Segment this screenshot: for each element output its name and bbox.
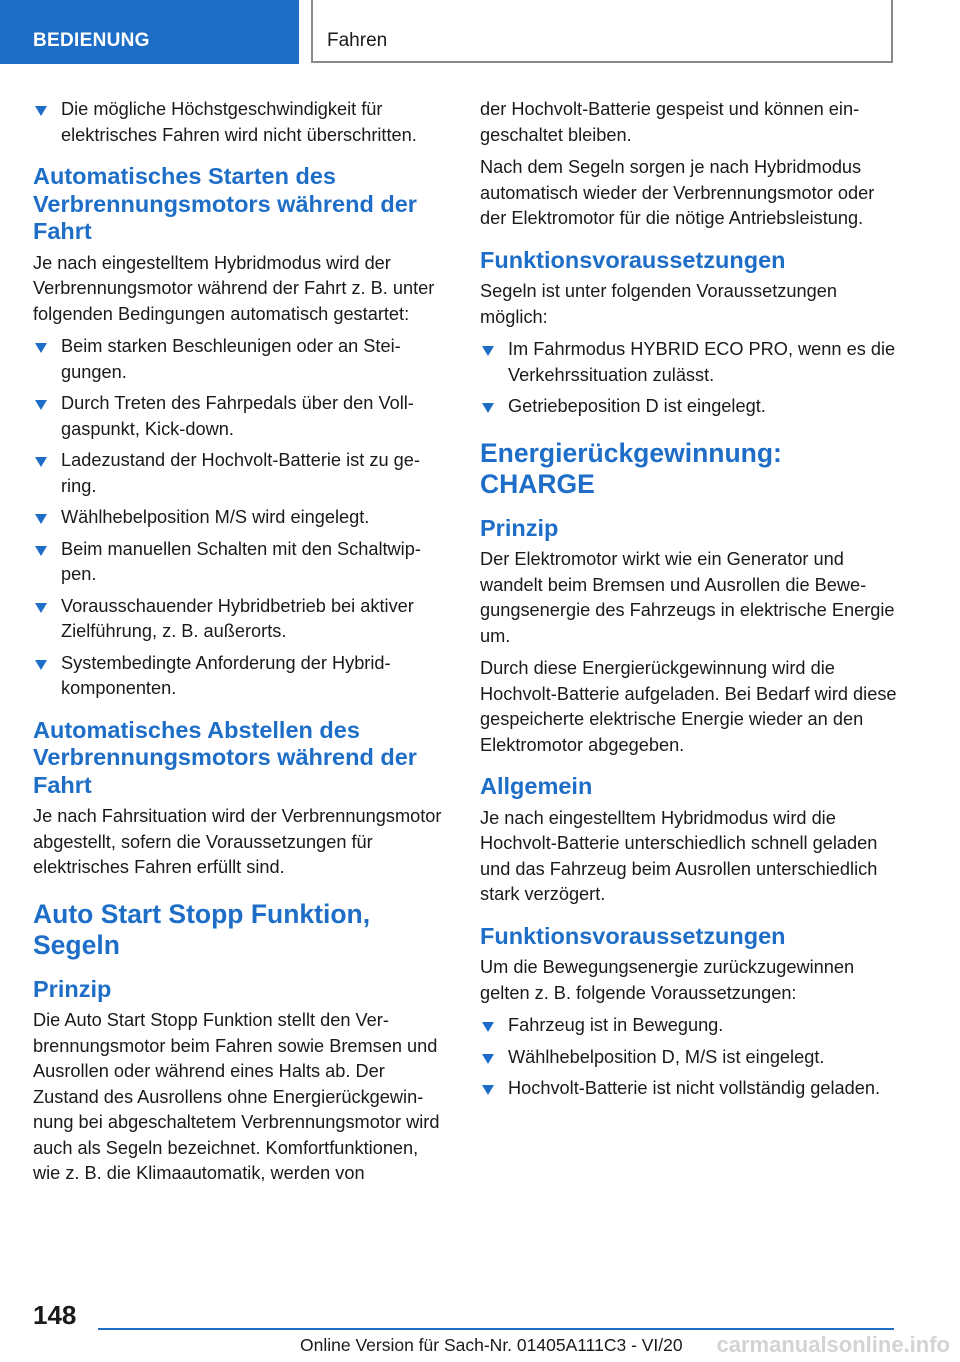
list-item: Systembedingte Anforderung der Hybridkomponenten. xyxy=(33,651,448,702)
list-item: Die mögliche Höchstgeschwindigkeit für elektrisches Fahren wird nicht überschritten. xyxy=(33,97,448,148)
paragraph: Je nach eingestelltem Hybridmodus wird der Verbrennungsmotor während der Fahrt z. B. unter folgenden Bedingungen automatisch gestartet: xyxy=(33,252,435,324)
sailing-requirements-list xyxy=(480,337,898,420)
section-title: BEDIENUNG xyxy=(33,30,150,51)
left-column xyxy=(33,97,448,1194)
subheading-requirements: Funktionsvoraussetzungen xyxy=(480,246,786,273)
list-item: Beim manuellen Schalten mit den Schaltwippen. xyxy=(33,537,448,588)
section-heading-auto-start-engine: Automatisches Starten des Verbrennungsmotors während der Fahrt xyxy=(33,163,417,244)
paragraph: der Hochvolt-Batterie gespeist und können eingeschaltet bleiben. xyxy=(480,99,860,145)
paragraph: Um die Bewegungsenergie zurückzugewinnen gelten z. B. folgende Voraussetzungen: xyxy=(480,957,855,1003)
subheading-principle: Prinzip xyxy=(480,514,559,541)
list-item: Fahrzeug ist in Bewegung. xyxy=(480,1013,898,1039)
triangle-bullet-icon xyxy=(35,660,47,670)
triangle-bullet-icon xyxy=(35,400,47,410)
section-heading-auto-stop-engine: Automatisches Abstellen des Verbrennungsmotors während der Fahrt xyxy=(33,716,417,798)
list-item: Vorausschauender Hybridbetrieb bei aktiver Zielführung, z. B. außerorts. xyxy=(33,594,448,645)
paragraph: Je nach Fahrsituation wird der Verbrennungsmotor abgestellt, sofern die Voraussetzungen für elektrisches Fahren erfüllt sind. xyxy=(33,806,442,877)
footer-version-text: Online Version für Sach-Nr. 01405A111C3 - VI/20 xyxy=(300,1335,683,1355)
triangle-bullet-icon xyxy=(482,346,494,356)
paragraph: Segeln ist unter folgenden Voraussetzungen möglich: xyxy=(480,281,837,327)
start-conditions-list xyxy=(33,334,448,702)
subheading-requirements: Funktionsvoraussetzungen xyxy=(480,922,786,949)
footer-divider xyxy=(98,1328,894,1330)
list-item: Getriebeposition D ist eingelegt. xyxy=(480,394,898,420)
triangle-bullet-icon xyxy=(482,1085,494,1095)
chapter-heading-auto-start-stop: Auto Start Stopp Funktion, Segeln xyxy=(33,898,371,960)
paragraph: Die Auto Start Stopp Funktion stellt den Verbrennungsmotor beim Fahren sowie Bremsen und Ausrollen oder während eines Halts ab. Der Zustand des Ausrollens ohne Energierückgewinnung bei abgeschaltetem Verbrennungsmotor wird auch als Segeln bezeichnet. Komfortfunktionen, wie z. B. die Klimaautomatik, werden von xyxy=(33,1010,440,1183)
list-item: Beim starken Beschleunigen oder an Steigungen. xyxy=(33,334,448,385)
triangle-bullet-icon xyxy=(482,403,494,413)
paragraph: Durch diese Energierückgewinnung wird die Hochvolt-Batterie aufgeladen. Bei Bedarf wird diese gespeicherte elektrische Energie wieder an den Elektromotor abgegeben. xyxy=(480,658,897,755)
intro-bullet-list xyxy=(33,97,448,148)
triangle-bullet-icon xyxy=(482,1022,494,1032)
triangle-bullet-icon xyxy=(35,106,47,116)
triangle-bullet-icon xyxy=(35,546,47,556)
chapter-title: Fahren xyxy=(327,30,388,51)
recovery-requirements-list xyxy=(480,1013,898,1102)
triangle-bullet-icon xyxy=(35,343,47,353)
paragraph: Je nach eingestelltem Hybridmodus wird die Hochvolt-Batterie unterschiedlich schnell geladen und das Fahrzeug beim Ausrollen unterschiedlich stark verzögert. xyxy=(480,807,878,904)
triangle-bullet-icon xyxy=(35,603,47,613)
paragraph: Der Elektromotor wirkt wie ein Generator und wandelt beim Bremsen und Ausrollen die Bewegungsenergie des Fahrzeugs in elektrische Energie um. xyxy=(480,549,895,646)
chapter-tab xyxy=(311,0,893,63)
paragraph: Nach dem Segeln sorgen je nach Hybridmodus automatisch wieder der Verbrennungsmotor oder der Elektromotor für die nötige Antriebsleistung. xyxy=(480,157,875,228)
list-item: Ladezustand der Hochvolt-Batterie ist zu gering. xyxy=(33,448,448,499)
list-item: Durch Treten des Fahrpedals über den Vollgaspunkt, Kick-down. xyxy=(33,391,448,442)
list-item: Wählhebelposition D, M/S ist eingelegt. xyxy=(480,1045,898,1071)
triangle-bullet-icon xyxy=(482,1054,494,1064)
subheading-general: Allgemein xyxy=(480,773,593,799)
triangle-bullet-icon xyxy=(35,514,47,524)
subheading-principle: Prinzip xyxy=(33,975,112,1002)
chapter-heading-energy-recovery: Energierückgewinnung: CHARGE xyxy=(480,437,782,499)
triangle-bullet-icon xyxy=(35,457,47,467)
section-tab xyxy=(0,0,299,64)
page-number: 148 xyxy=(33,1300,77,1330)
watermark: carmanualsonline.info xyxy=(716,1332,950,1357)
right-column xyxy=(480,97,898,1109)
list-item: Hochvolt-Batterie ist nicht vollständig geladen. xyxy=(480,1076,898,1102)
list-item: Wählhebelposition M/S wird eingelegt. xyxy=(33,505,448,531)
list-item: Im Fahrmodus HYBRID ECO PRO, wenn es die Verkehrssituation zulässt. xyxy=(480,337,898,388)
